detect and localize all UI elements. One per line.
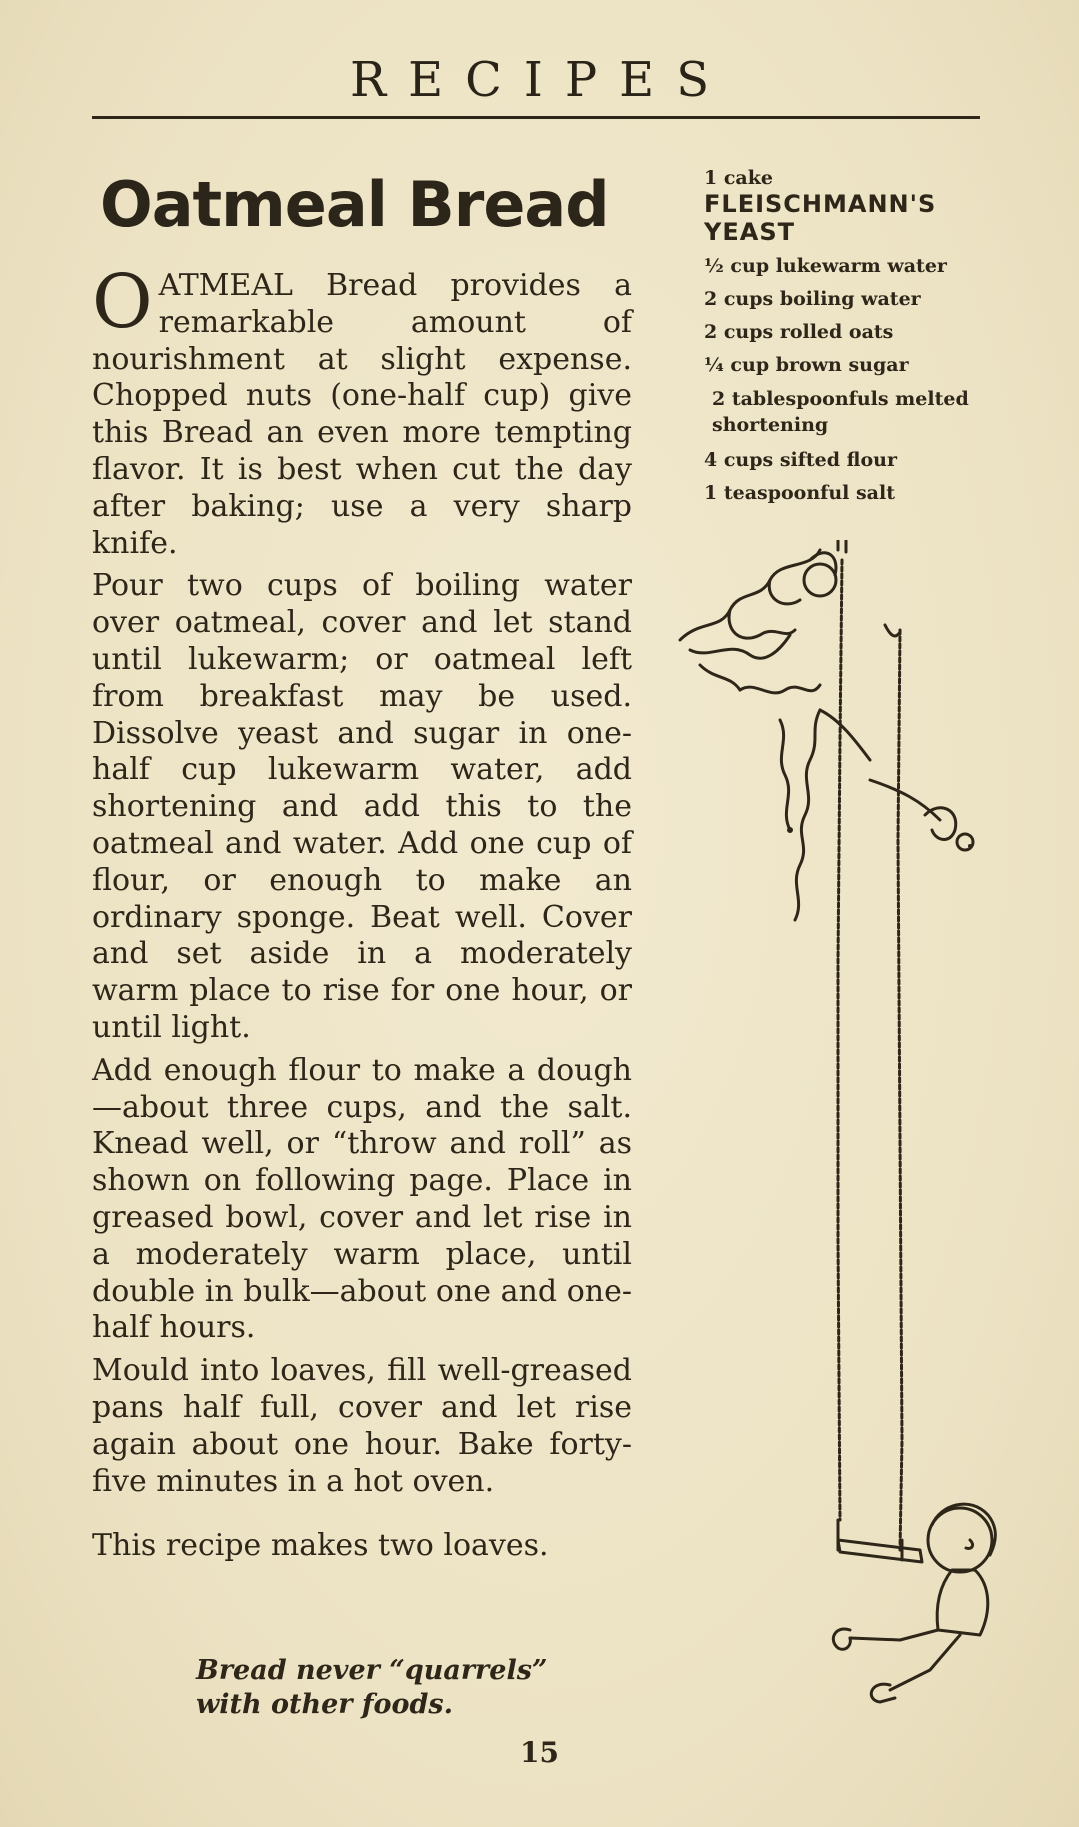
intro-text: ATMEAL Bread provides a remarkable amount of nourishment at slight expense. Chopped nuts (one-half cup) give this Bread an even more tempting flavor. It is best when cut the day after baking; use a very sharp knife. [92, 268, 632, 561]
method-paragraph-1: Pour two cups of boiling water over oatmeal, cover and let stand until lukewarm; or oatmeal left from breakfast may be used. Dissolve yeast and sugar in one-half cup lukewarm water, add shortening and add this to the oatmeal and water. Add one cup of flour, or enough to make an ordinary sponge. Beat well. Cover and set aside in a moderately warm place to rise for one hour, or until light. [92, 568, 632, 1045]
ingredient-list [704, 166, 1004, 510]
ingredient-item: 4 cups sifted flour [704, 449, 897, 471]
method-paragraph-3: Mould into loaves, fill well-greased pans half full, cover and let rise again about one hour. Bake forty-five minutes in a hot oven. [92, 1353, 632, 1499]
page-number: 15 [520, 1736, 559, 1769]
drop-cap: O [92, 259, 153, 345]
ingredient-item: ¼ cup brown sugar [704, 354, 909, 376]
ingredient-items [704, 250, 1004, 510]
footer-tagline [196, 1654, 547, 1722]
ingredient-item: 1 teaspoonful salt [704, 482, 895, 504]
yeast-brand-line2: YEAST [704, 218, 796, 246]
yeast-brand-line1: FLEISCHMANN'S [704, 190, 937, 218]
footer-tagline-line2: with other foods. [196, 1689, 454, 1720]
method-paragraph-2: Add enough flour to make a dough—about three cups, and the salt. Knead well, or “throw and roll” as shown on following page. Place in greased bowl, cover and let rise in a moderately warm place, until double in bulk—about one and one-half hours. [92, 1052, 632, 1346]
ingredient-item: 2 cups boiling water [704, 288, 921, 310]
yield-note: This recipe makes two loaves. [92, 1528, 549, 1564]
ingredient-item: 2 cups rolled oats [704, 321, 894, 343]
recipe-body [92, 259, 632, 1571]
recipe-title: Oatmeal Bread [100, 168, 609, 241]
ingredient-item: 2 tablespoonfuls melted shortening [712, 388, 969, 436]
child-on-swing-illustration [670, 540, 1030, 1720]
section-header: RECIPES [350, 52, 732, 108]
yeast-quantity: 1 cake [704, 167, 773, 189]
footer-tagline-line1: Bread never “quarrels” [196, 1655, 548, 1686]
ingredient-item: ½ cup lukewarm water [704, 255, 947, 277]
intro-paragraph [92, 259, 632, 562]
header-rule [92, 116, 980, 119]
